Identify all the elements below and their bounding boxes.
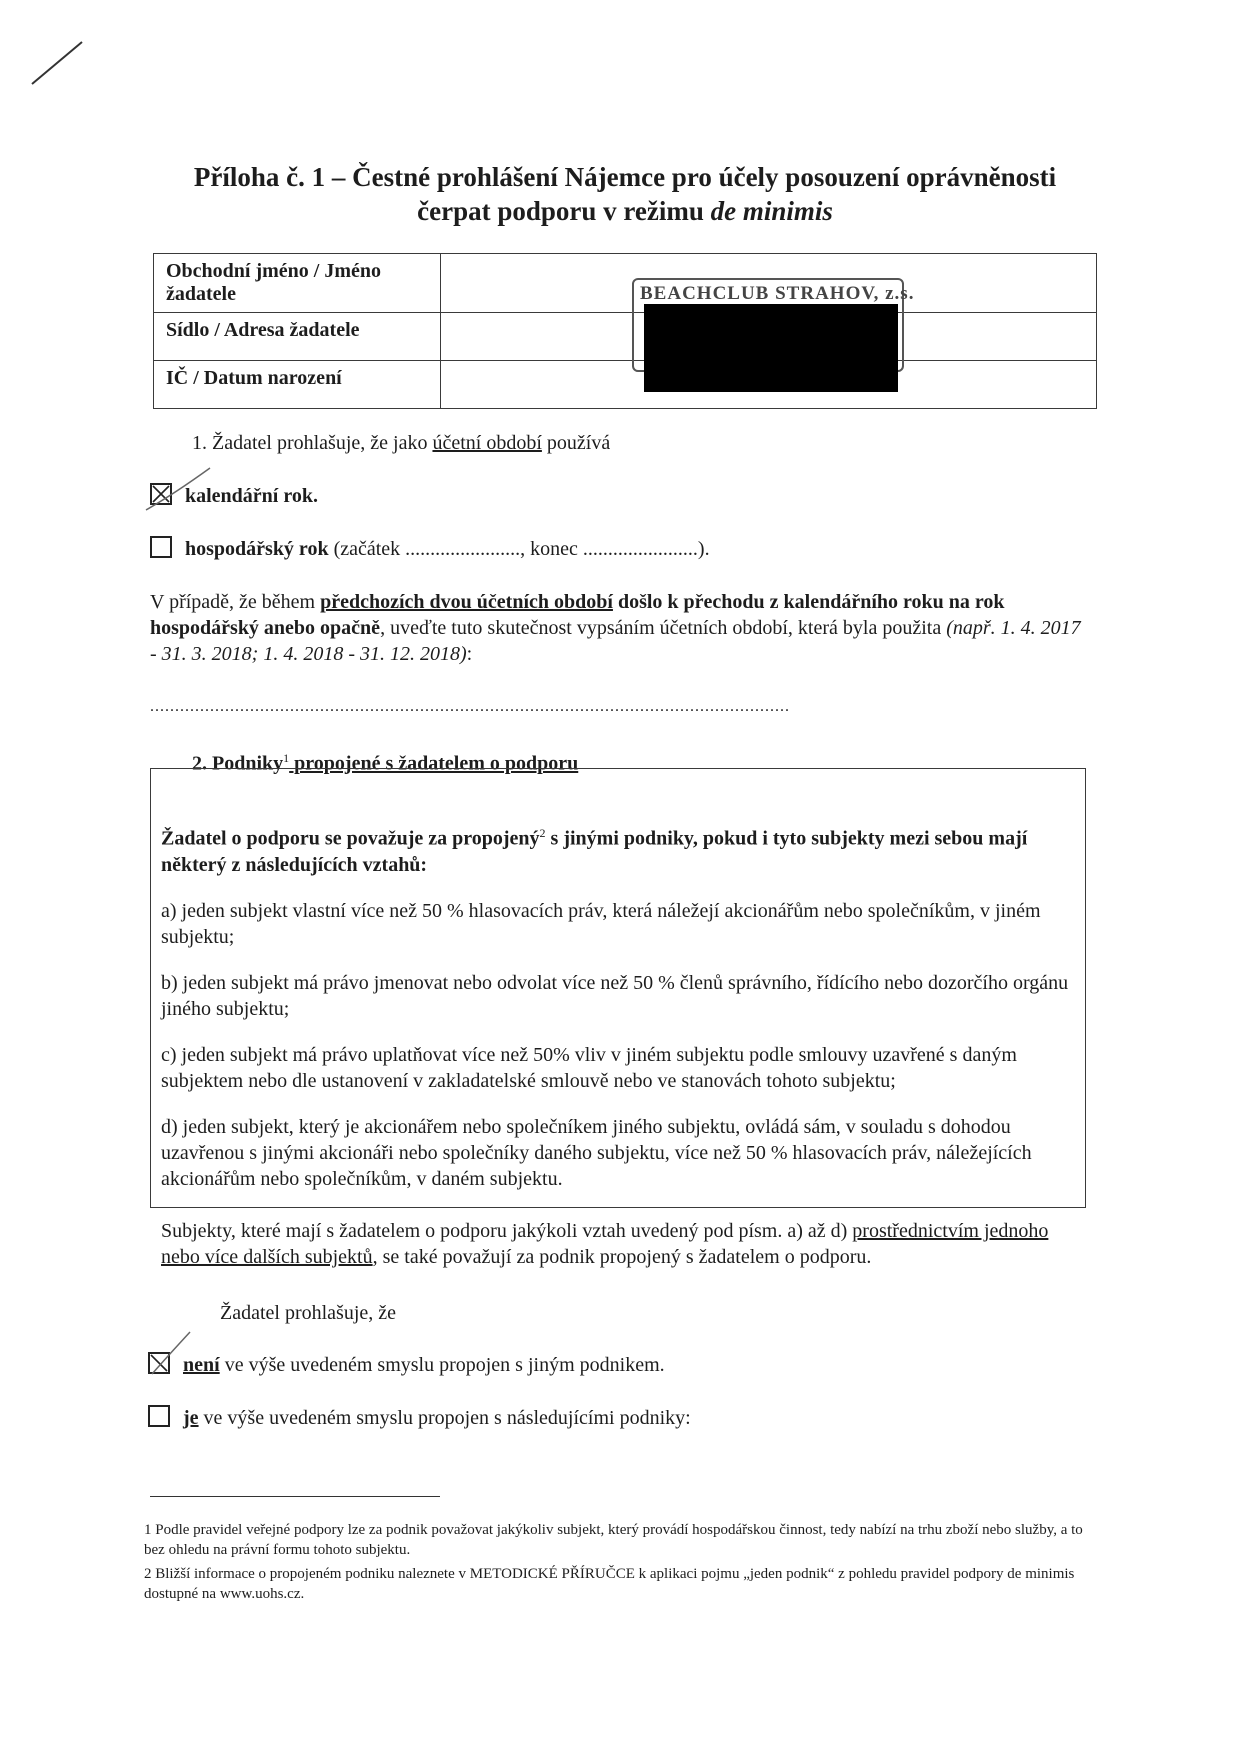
declaration-intro: Žadatel prohlašuje, že (220, 1302, 397, 1324)
row-label-address: Sídlo / Adresa žadatele (154, 313, 441, 361)
accounting-period-link: účetní období (432, 432, 542, 454)
footnote-2: 2 Bližší informace o propojeném podniku naleznete v METODICKÉ PŘÍRUČCE k aplikaci pojmu „jeden podnik“ z pohledu pravidel podpory de minimis dostupné na www.uohs.cz. (144, 1566, 1075, 1602)
fiscal-year-label: hospodářský rok (185, 538, 329, 560)
section1-intro: 1. Žadatel prohlašuje, že jako účetní období používá (192, 432, 611, 454)
table-row (154, 254, 1097, 313)
option-not-linked[interactable]: není ve výše uvedeném smyslu propojen s jiným podnikem. (148, 1352, 665, 1378)
previous-periods-link: předchozích dvou účetních období (320, 591, 613, 613)
title-line-2: čerpat podporu v režimu de minimis (417, 196, 833, 226)
item-b: b) jeden subjekt má právo jmenovat nebo odvolat více než 50 % členů správního, řídícího nebo dozorčího orgánu jiného subjektu; (161, 971, 1069, 1020)
definition-intro: Žadatel o podporu se považuje za propojený$^2$ s jinými podniky, pokud i tyto subjekty mezi sebou mají některý z následujících vztahů: (161, 826, 1028, 876)
definition-box-content (161, 800, 1071, 1290)
item-d: d) jeden subjekt, který je akcionářem nebo společníkem jiného subjektu, ovládá sám, v souladu s dohodou uzavřenou s jinými akcionáři nebo společníky daného subjektu, více než 50 % hlasovacích práv, náležejících akcionářům nebo společníkům, v daném subjektu. (161, 1115, 1032, 1190)
redaction-block (644, 304, 898, 392)
linked-label: je (183, 1407, 199, 1429)
fiscal-year-checkbox[interactable] (150, 536, 172, 558)
row-label-id: IČ / Datum narození (154, 361, 441, 409)
item-a: a) jeden subjekt vlastní více než 50 % hlasovacích práv, která náležejí akcionářům nebo společníkům, v jiném subjektu; (161, 899, 1041, 948)
document-title (150, 160, 1100, 228)
stamp-text: BEACHCLUB STRAHOV, z.s. (640, 283, 915, 304)
check-tick-mark (144, 464, 214, 514)
fill-in-dots-line[interactable]: ................................................................................................................................ (150, 698, 790, 715)
other-entities-link: prostřednictvím jednoho nebo více dalších subjektů (161, 1219, 1049, 1268)
table-row (154, 361, 1097, 409)
footnote-separator (150, 1496, 440, 1497)
title-italic: de minimis (710, 196, 833, 226)
item-c: c) jeden subjekt má právo uplatňovat více než 50% vliv v jiném subjektu podle smlouvy uzavřené s daným subjektem nebo dle ustanovení v zakladatelské smlouvě nebo ve stanovách tohoto subjektu; (161, 1043, 1017, 1092)
section2-heading: 2. Podniky$^1$ propojené s žadatelem o podporu (192, 751, 579, 775)
footnote-ref-2: 2 (539, 826, 546, 840)
pen-stroke-mark (28, 38, 88, 88)
option-fiscal-year[interactable] (150, 536, 710, 562)
calendar-year-label: kalendářní rok. (185, 485, 318, 507)
check-tick-mark-2 (146, 1328, 196, 1378)
footnote-1: 1 Podle pravidel veřejné podpory lze za podnik považovat jakýkoliv subjekt, který provádí hospodářskou činnost, tedy nabízí na trhu zboží nebo služby, a to bez ohledu na právní formu tohoto subjektu. (144, 1522, 1083, 1558)
title-line-1: Příloha č. 1 – Čestné prohlášení Nájemce pro účely posouzení oprávněnosti (193, 162, 1057, 192)
linked-checkbox[interactable] (148, 1405, 170, 1427)
not-linked-label: není (183, 1354, 220, 1376)
closing-paragraph: Subjekty, které mají s žadatelem o podporu jakýkoli vztah uvedený pod písm. a) až d) prostřednictvím jednoho nebo více dalších subjektů, se také považují za podnik propojený s žadatelem o podporu. (161, 1219, 1049, 1268)
table-row (154, 313, 1097, 361)
option-linked[interactable]: je ve výše uvedeném smyslu propojen s následujícími podniky: (148, 1405, 691, 1431)
row-label-name: Obchodní jméno / Jméno žadatele (154, 254, 441, 313)
applicant-info-table (153, 253, 1097, 409)
period-change-note: V případě, že během předchozích dvou účetních období došlo k přechodu z kalendářního roku na rok hospodářský anebo opačně, uveďte tuto skutečnost vypsáním účetních období, která byla použita (např. 1. 4. 2017 - 31. 3. 2018; 1. 4. 2018 - 31. 12. 2018): (150, 591, 1081, 665)
fiscal-year-dates: (začátek ......................., konec .......................). (328, 538, 710, 560)
footnote-ref-1: 1 (283, 751, 290, 765)
example-periods: (např. 1. 4. 2017 - 31. 3. 2018; 1. 4. 2018 - 31. 12. 2018) (150, 617, 1081, 665)
